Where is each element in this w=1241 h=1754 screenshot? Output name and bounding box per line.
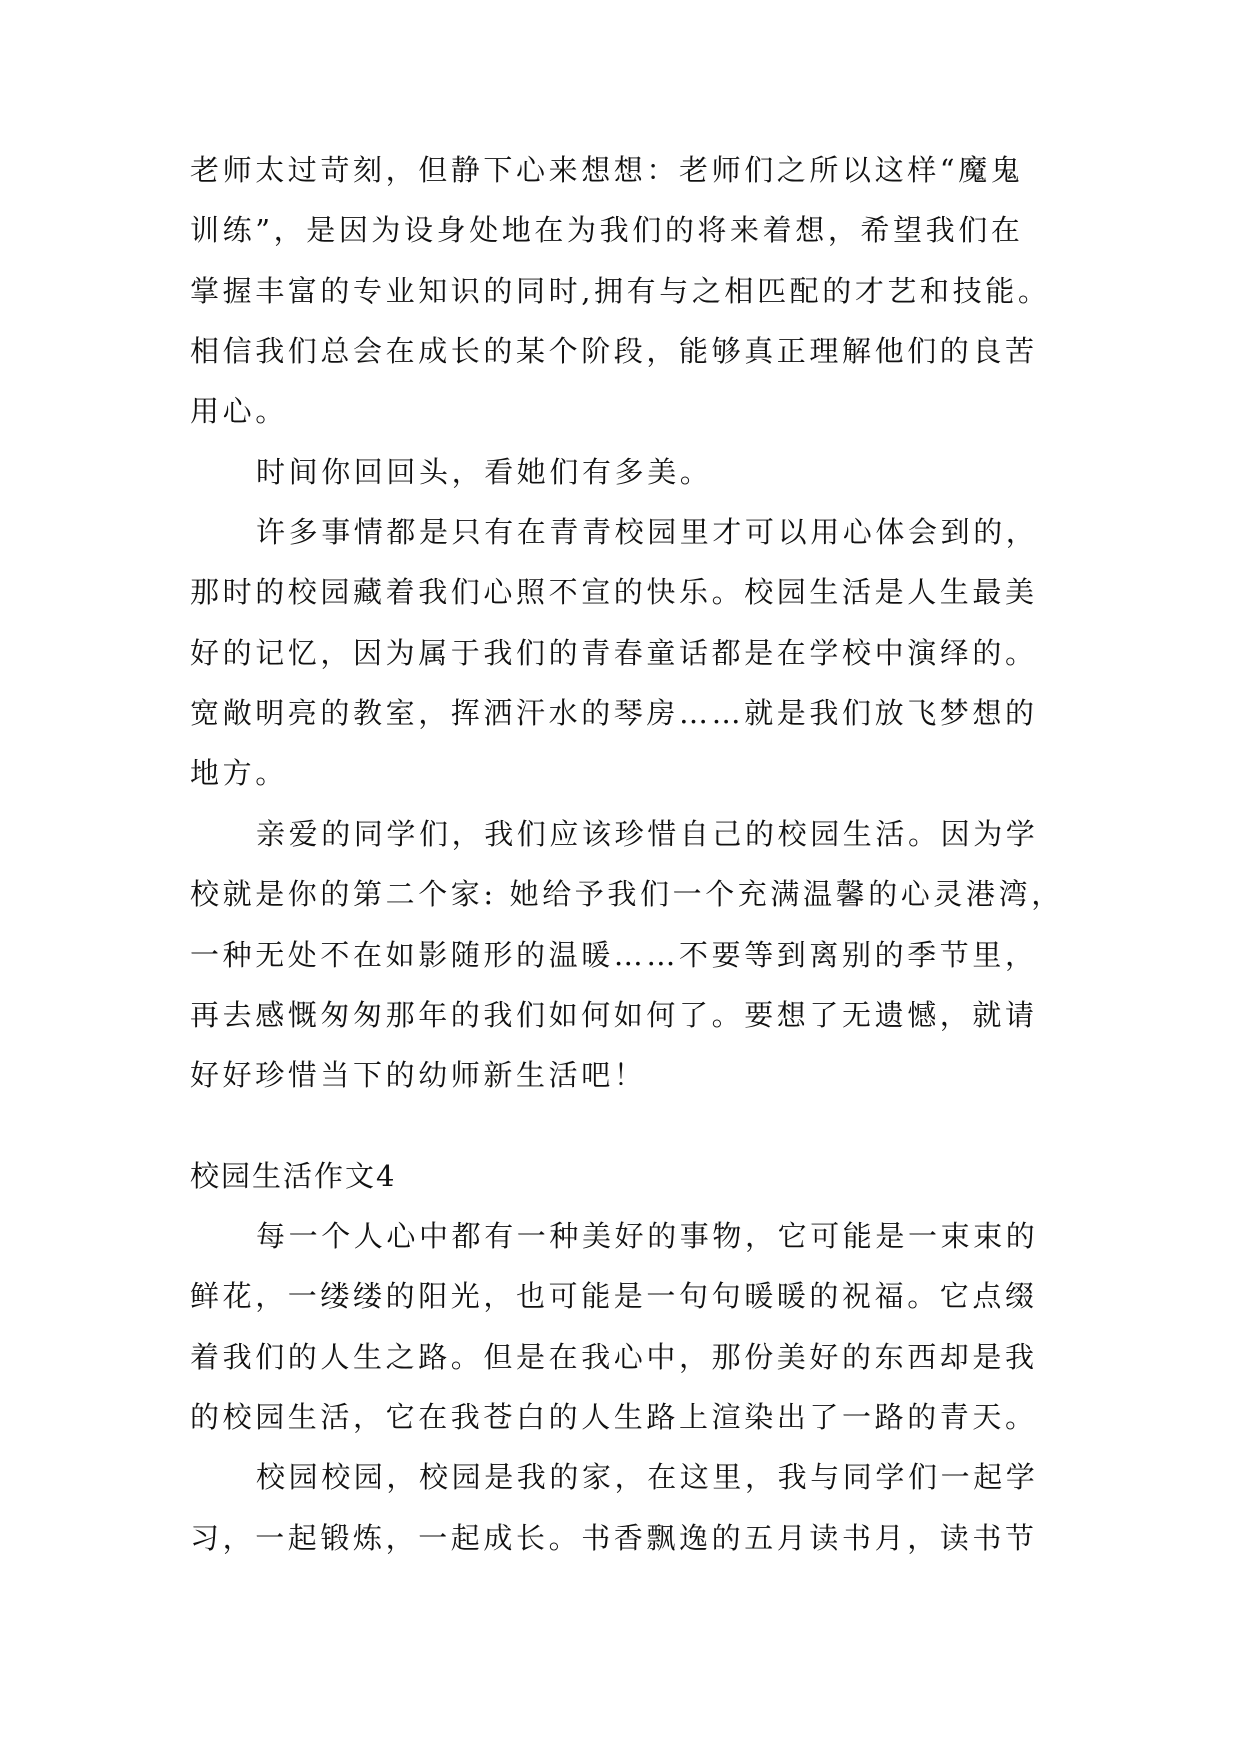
- text-line: 老师太过苛刻，但静下心来想想：老师们之所以这样“魔鬼: [190, 153, 1024, 187]
- text-line: 好的记忆，因为属于我们的青春童话都是在学校中演绎的。: [190, 636, 1038, 670]
- text-line: 再去感慨匆匆那年的我们如何如何了。要想了无遗憾，就请: [190, 998, 1038, 1032]
- text-line: 校园校园，校园是我的家，在这里，我与同学们一起学: [256, 1460, 1039, 1494]
- text-line: 习，一起锻炼，一起成长。书香飘逸的五月读书月，读书节: [190, 1521, 1038, 1555]
- text-line: 相信我们总会在成长的某个阶段，能够真正理解他们的良苦: [190, 334, 1038, 368]
- text-line: 鲜花，一缕缕的阳光，也可能是一句句暖暖的祝福。它点缀: [190, 1279, 1038, 1313]
- text-line: 训练”，是因为设身处地在为我们的将来着想，希望我们在: [190, 213, 1024, 247]
- text-line: 时间你回回头，看她们有多美。: [256, 455, 713, 489]
- text-line: 校就是你的第二个家: 她给予我们一个充满温馨的心灵港湾，: [190, 877, 1064, 911]
- text-line: 亲爱的同学们，我们应该珍惜自己的校园生活。因为学: [256, 817, 1039, 851]
- text-line: 着我们的人生之路。但是在我心中，那份美好的东西却是我: [190, 1340, 1038, 1374]
- text-line: 许多事情都是只有在青青校园里才可以用心体会到的，: [256, 515, 1039, 549]
- text-line: 好好珍惜当下的幼师新生活吧！: [190, 1058, 647, 1092]
- text-line: 每一个人心中都有一种美好的事物，它可能是一束束的: [256, 1219, 1039, 1253]
- text-line: 宽敞明亮的教室，挥洒汗水的琴房……就是我们放飞梦想的: [190, 696, 1038, 730]
- text-line: 用心。: [190, 394, 288, 428]
- text-line: 那时的校园藏着我们心照不宣的快乐。校园生活是人生最美: [190, 575, 1038, 609]
- text-line: 的校园生活，它在我苍白的人生路上渲染出了一路的青天。: [190, 1400, 1038, 1434]
- section-heading: 校园生活作文4: [190, 1159, 397, 1193]
- text-line: 掌握丰富的专业知识的同时,拥有与之相匹配的才艺和技能。: [190, 274, 1051, 308]
- text-line: 一种无处不在如影随形的温暖……不要等到离别的季节里，: [190, 938, 1038, 972]
- text-line: 地方。: [190, 756, 288, 790]
